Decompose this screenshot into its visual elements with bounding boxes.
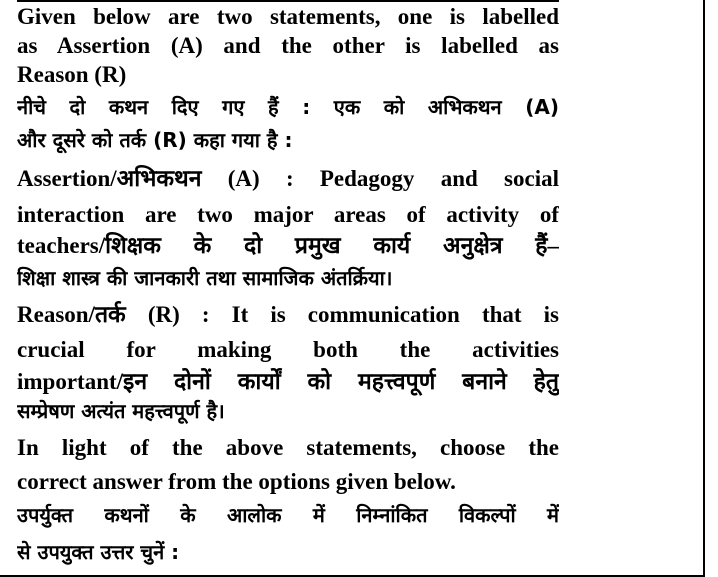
question-text-block <box>17 2 559 571</box>
assertion-label-line: Assertion/अभिकथन (A) : Pedagogy and social <box>17 166 559 191</box>
instruction-line-hindi: उपर्युक्त कथनों के आलोक में निम्नांकित विकल्पों में <box>17 503 559 527</box>
question-line: as Assertion (A) and the other is labelled as <box>17 33 559 58</box>
assertion-line-hindi: शिक्षा शास्त्र की जानकारी तथा सामाजिक अंतर्क्रिया। <box>17 266 393 290</box>
assertion-line: interaction are two major areas of activity of <box>17 202 559 227</box>
question-line-hindi: और दूसरे को तर्क (R) कहा गया है : <box>17 128 293 152</box>
question-line: Given below are two statements, one is labelled <box>17 4 559 29</box>
reason-label-line: Reason/तर्क (R) : It is communication that is <box>17 302 559 327</box>
instruction-line-hindi: से उपयुक्त उत्तर चुनें : <box>17 540 180 564</box>
reason-line-hindi: सम्प्रेषण अत्यंत महत्त्वपूर्ण है। <box>17 399 225 423</box>
instruction-line: In light of the above statements, choose the <box>17 435 559 460</box>
assertion-line: teachers/शिक्षक के दो प्रमुख कार्य अनुक्षेत्र हैं– <box>17 233 559 258</box>
instruction-line: correct answer from the options given below. <box>17 469 456 494</box>
right-border-line <box>703 0 705 575</box>
question-line-hindi: नीचे दो कथन दिए गए हैं : एक को अभिकथन (A) <box>17 95 559 119</box>
reason-line: crucial for making both the activities <box>17 337 559 362</box>
question-line: Reason (R) <box>17 62 127 87</box>
reason-line: important/इन दोनों कार्यों को महत्त्वपूर्ण बनाने हेतु <box>17 369 559 394</box>
